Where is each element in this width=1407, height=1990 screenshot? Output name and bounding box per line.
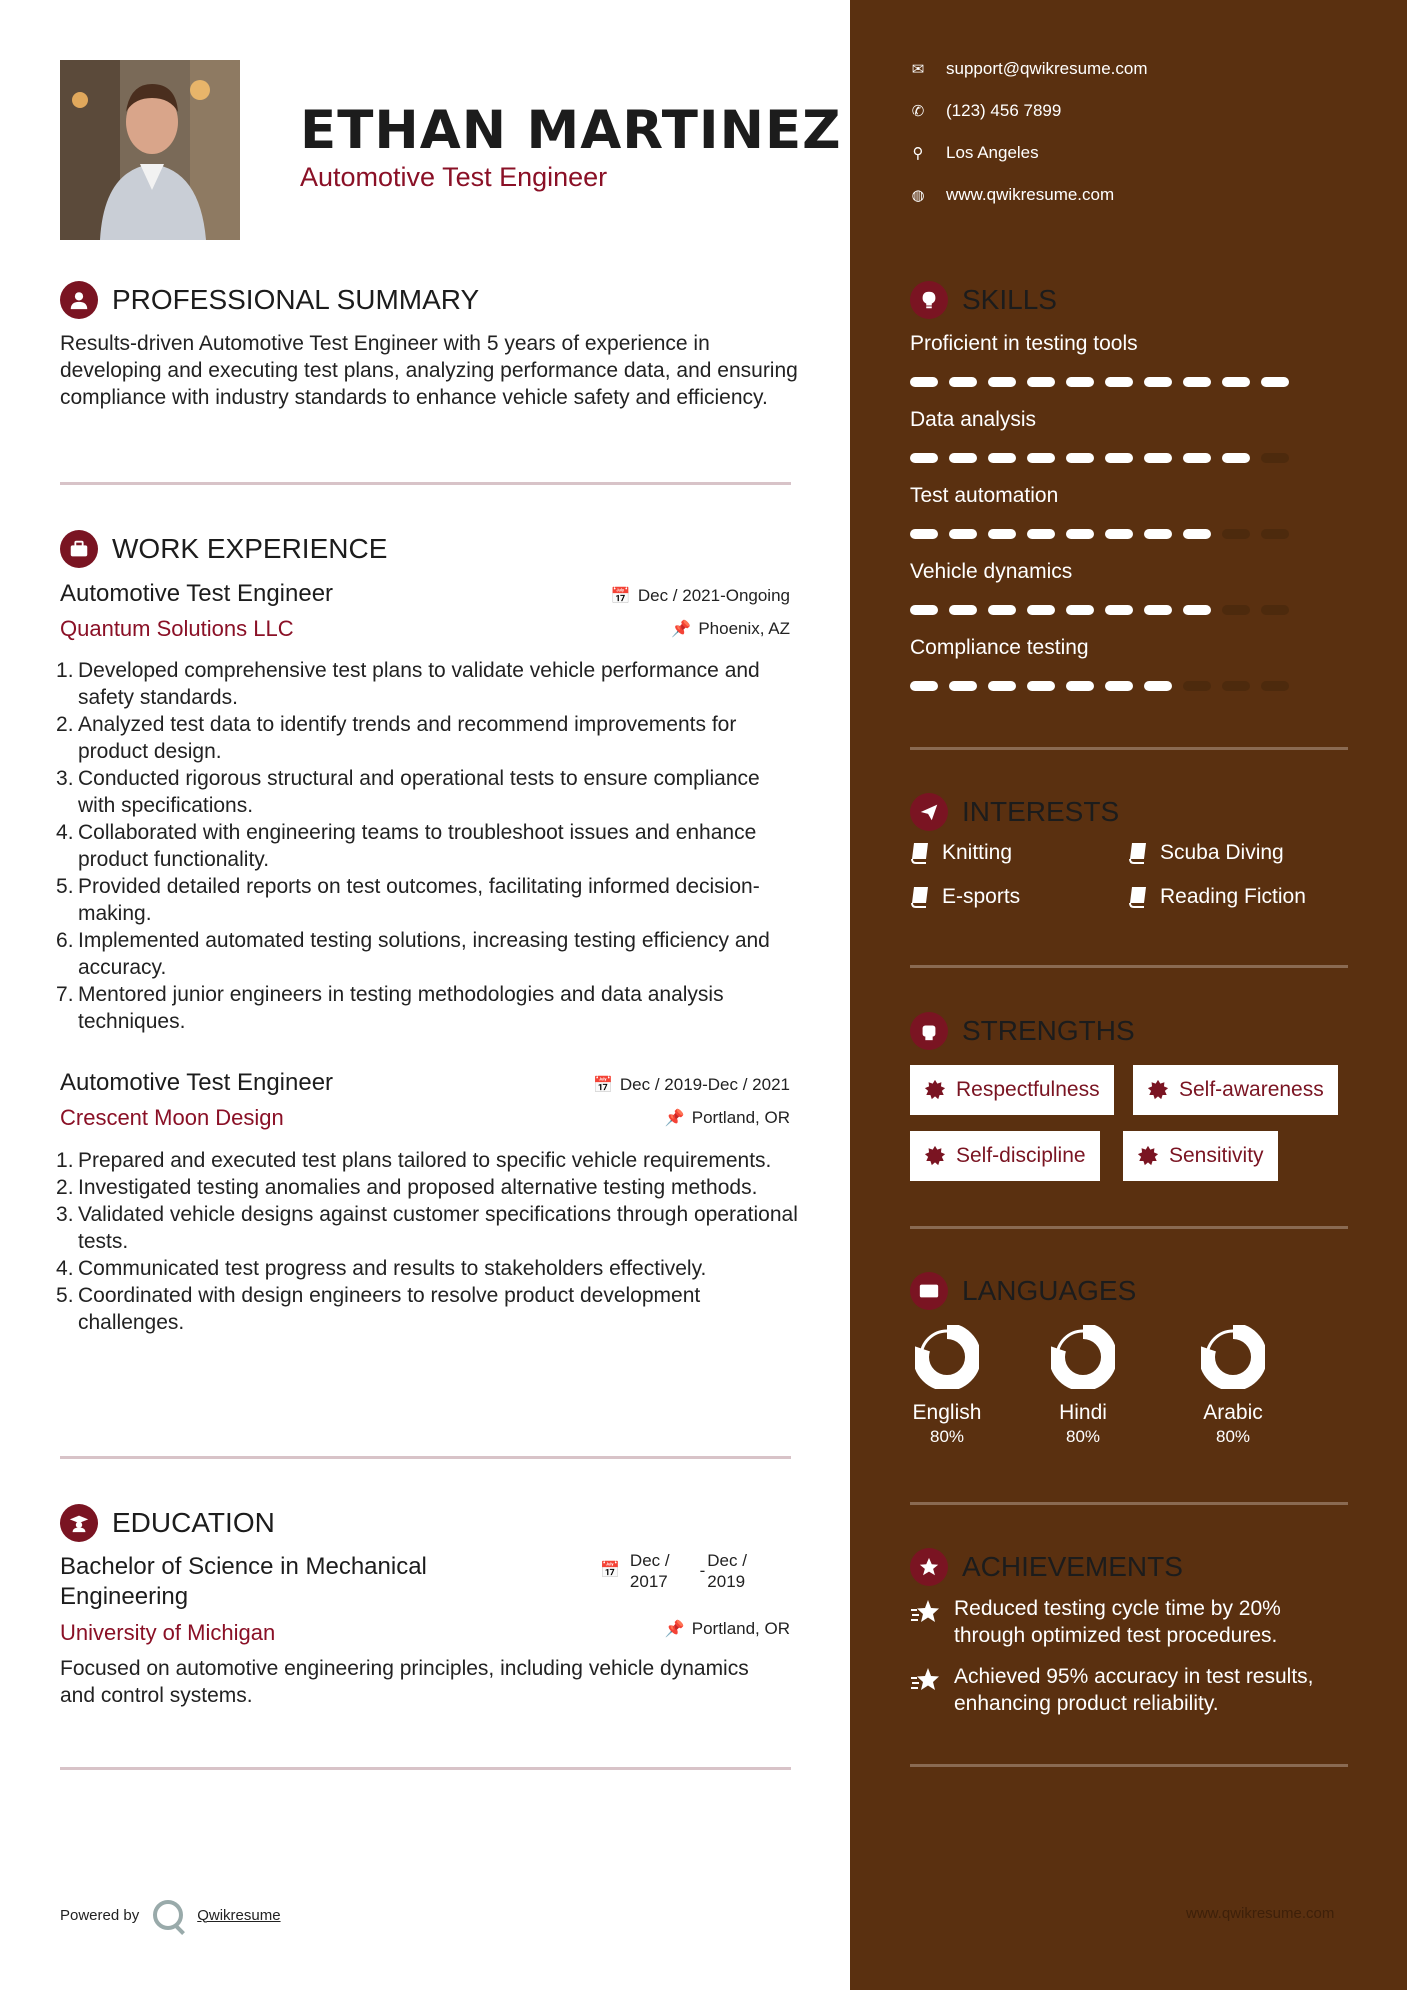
pin-icon: 📌 [664,1110,685,1127]
job-dates [611,586,790,606]
job-title: Automotive Test Engineer [60,1069,334,1096]
skill-level-segment [1183,681,1211,691]
summary-title: PROFESSIONAL SUMMARY [112,284,480,315]
location-text: Los Angeles [946,143,1039,162]
profile-photo-image [60,60,240,240]
skill-label: Proficient in testing tools [910,332,1138,355]
pin-icon: 📌 [671,621,692,638]
skill-level-segment [1066,453,1094,463]
skill-level-segment [1183,453,1211,463]
skill-level-segment [988,453,1016,463]
book-icon [1128,842,1148,864]
education-title: EDUCATION [112,1507,275,1538]
phone-text: (123) 456 7899 [946,101,1062,120]
footer [60,1900,281,1930]
skill-level-segment [949,377,977,387]
achievement-item [910,1663,1350,1717]
profile-photo [60,60,240,240]
education-dates [600,1550,747,1592]
start-month: Dec / [629,1551,670,1570]
phone-icon: ✆ [911,103,925,120]
skill-level-segment [1144,681,1172,691]
skill-level-segment [988,377,1016,387]
skill-level-segment [949,605,977,615]
interest-item [1128,841,1284,865]
skill-level-segment [910,453,938,463]
strength-label: Self-discipline [956,1144,1086,1167]
badge-icon [924,1079,946,1101]
skill-level-segment [1261,605,1289,615]
contact-phone[interactable] [910,101,1061,121]
skill-level-segment [988,681,1016,691]
achievements-heading [910,1548,1183,1586]
date-separator: - [699,1561,706,1580]
skill-level-segment [1105,681,1133,691]
badge-icon [1137,1145,1159,1167]
calendar-icon: 📅 [592,1077,613,1094]
list-item: Analyzed test data to identify trends and recommend improvements for product design. [78,713,737,763]
skill-level-segment [1066,529,1094,539]
interest-item [1128,885,1306,909]
skill-level-segment [1183,605,1211,615]
book-icon [1128,886,1148,908]
skill-level-segment [1222,453,1250,463]
translate-icon [910,1272,948,1310]
skills-heading [910,281,1057,319]
email-text: support@qwikresume.com [946,59,1148,78]
skill-label: Test automation [910,484,1059,507]
envelope-icon: ✉ [911,61,925,78]
graduate-icon [60,1504,98,1542]
star-icon [910,1548,948,1586]
divider [910,1502,1348,1505]
language-name: Hindi [1059,1401,1107,1424]
job-company: Crescent Moon Design [60,1105,284,1130]
skill-level-segment [1144,453,1172,463]
skill-level-segment [1066,377,1094,387]
strengths-title: STRENGTHS [962,1015,1135,1046]
divider [910,747,1348,750]
language-item [1023,1325,1143,1449]
skill-label: Vehicle dynamics [910,560,1073,583]
skill-level-segment [1222,377,1250,387]
skill-label: Data analysis [910,408,1037,431]
divider [60,1456,791,1459]
language-percent: 80% [929,1427,965,1446]
skill-level-segment [1105,453,1133,463]
list-item: Investigated testing anomalies and proposed alternative testing methods. [78,1176,758,1199]
fist-icon [910,1012,948,1050]
achievement-text: Achieved 95% accuracy in test results, enhancing product reliability. [954,1665,1314,1715]
interest-label: Reading Fiction [1160,885,1306,908]
skill-level-segment [1066,681,1094,691]
brand-link[interactable]: Qwikresume [197,1906,281,1924]
list-item: Provided detailed reports on test outcomes, facilitating informed decision-making. [78,875,760,925]
language-item [1173,1325,1293,1449]
contact-email[interactable] [910,59,1148,79]
skill-level-segment [1066,605,1094,615]
qwikresume-logo-icon [153,1900,183,1930]
job-dates-text: Dec / 2019-Dec / 2021 [619,1075,790,1094]
skill-level-bar [910,529,1289,539]
interest-label: Scuba Diving [1160,841,1284,864]
paper-plane-icon [910,793,948,831]
strength-tag [1133,1065,1338,1115]
calendar-icon: 📅 [610,588,631,605]
education-description: Focused on automotive engineering principles, including vehicle dynamics and control systems. [60,1657,749,1707]
interest-label: E-sports [942,885,1021,908]
skill-level-segment [1027,377,1055,387]
skill-level-segment [1027,605,1055,615]
badge-icon [1147,1079,1169,1101]
list-item: Coordinated with design engineers to resolve product development challenges. [78,1284,701,1334]
language-name: English [912,1401,982,1424]
skill-level-segment [1222,605,1250,615]
interests-heading [910,793,1119,831]
interest-item [910,885,1020,909]
skill-level-segment [1144,529,1172,539]
language-name: Arabic [1203,1401,1263,1424]
skill-level-segment [1261,681,1289,691]
candidate-name: ETHAN MARTINEZ [300,100,842,161]
skill-level-segment [988,529,1016,539]
skill-level-bar [910,377,1289,387]
job-location [671,619,790,639]
list-item: Implemented automated testing solutions, increasing testing efficiency and accuracy. [78,929,770,979]
divider [910,965,1348,968]
divider [910,1764,1348,1767]
strength-tag [910,1065,1114,1115]
skill-level-segment [1144,377,1172,387]
shooting-star-icon [910,1597,940,1627]
skills-title: SKILLS [962,284,1057,315]
languages-title: LANGUAGES [962,1275,1137,1306]
list-item: Developed comprehensive test plans to validate vehicle performance and safety standards. [78,659,760,709]
divider [910,1226,1348,1229]
list-item: Conducted rigorous structural and operational tests to ensure compliance with specifications. [78,767,760,817]
start-year: 2017 [629,1572,668,1591]
education-start [630,1550,670,1592]
education-location [665,1619,790,1639]
skill-level-segment [1105,529,1133,539]
work-heading [60,530,387,568]
language-ring [915,1325,979,1389]
summary-heading [60,281,479,319]
school: University of Michigan [60,1620,276,1645]
book-icon [910,842,930,864]
divider [60,1767,791,1770]
skill-level-bar [910,453,1289,463]
achievements-title: ACHIEVEMENTS [962,1551,1183,1582]
globe-icon: ◍ [911,187,925,204]
strength-label: Self-awareness [1179,1078,1324,1101]
job-responsibilities [60,1147,800,1336]
job-location [665,1108,790,1128]
skill-level-segment [1183,529,1211,539]
skill-level-segment [1027,453,1055,463]
education-location-text: Portland, OR [691,1619,790,1638]
job-location-text: Portland, OR [691,1108,790,1127]
achievement-text: Reduced testing cycle time by 20% through optimized test procedures. [954,1597,1281,1647]
briefcase-icon [60,530,98,568]
interest-item [910,841,1012,865]
interests-title: INTERESTS [962,796,1120,827]
list-item: Validated vehicle designs against customer specifications through operational tests. [78,1203,798,1253]
skill-level-segment [1222,529,1250,539]
degree: Bachelor of Science in Mechanical Engineering [60,1553,427,1610]
list-item: Prepared and executed test plans tailored to specific vehicle requirements. [78,1149,772,1172]
skill-level-segment [910,377,938,387]
job-dates-text: Dec / 2021-Ongoing [637,586,790,605]
skill-level-segment [1261,529,1289,539]
skill-level-segment [1222,681,1250,691]
work-title: WORK EXPERIENCE [112,533,388,564]
skill-level-segment [1105,605,1133,615]
list-item: Communicated test progress and results to stakeholders effectively. [78,1257,707,1280]
contact-location [910,143,1039,163]
language-percent: 80% [1215,1427,1251,1446]
end-month: Dec / [707,1551,747,1570]
skill-level-segment [1027,681,1055,691]
watermark: www.qwikresume.com [1186,1905,1335,1922]
skill-level-segment [1144,605,1172,615]
skill-level-segment [1261,453,1289,463]
skill-level-segment [988,605,1016,615]
skill-level-segment [949,529,977,539]
location-pin-icon: ⚲ [912,145,924,162]
divider [60,482,791,485]
interest-label: Knitting [942,841,1013,864]
strength-label: Respectfulness [956,1078,1100,1101]
skill-level-bar [910,605,1289,615]
skill-level-segment [1183,377,1211,387]
language-percent: 80% [1065,1427,1101,1446]
skill-level-segment [910,681,938,691]
list-item: Mentored junior engineers in testing methodologies and data analysis techniques. [78,983,724,1033]
calendar-icon: 📅 [600,1562,620,1579]
candidate-role: Automotive Test Engineer [300,162,608,192]
contact-website[interactable] [910,185,1114,205]
job-company: Quantum Solutions LLC [60,616,294,641]
job-dates [593,1075,790,1095]
powered-by-text: Powered by [60,1906,140,1924]
lightbulb-icon [910,281,948,319]
strengths-heading [910,1012,1135,1050]
badge-icon [924,1145,946,1167]
summary-text: Results-driven Automotive Test Engineer with 5 years of experience in developing and executing test plans, analyzing performance data, and ensuring compliance with industry standards to enhance vehicle safety and efficiency. [60,332,798,409]
skill-level-segment [1105,377,1133,387]
end-year: 2019 [707,1572,746,1591]
achievement-item [910,1595,1350,1649]
user-icon [60,281,98,319]
strength-tag [1123,1131,1278,1181]
job-responsibilities [60,657,800,1035]
skill-level-bar [910,681,1289,691]
list-item: Collaborated with engineering teams to troubleshoot issues and enhance product functionality. [78,821,757,871]
education-heading [60,1504,275,1542]
language-ring [1051,1325,1115,1389]
strength-tag [910,1131,1100,1181]
skill-level-segment [1027,529,1055,539]
skill-level-segment [910,529,938,539]
job-location-text: Phoenix, AZ [698,619,790,638]
languages-heading [910,1272,1136,1310]
pin-icon: 📌 [664,1621,685,1638]
strength-label: Sensitivity [1169,1144,1264,1167]
book-icon [910,886,930,908]
skill-level-segment [910,605,938,615]
education-end [707,1550,747,1592]
language-item [887,1325,1007,1449]
skill-level-segment [949,681,977,691]
skill-level-segment [1261,377,1289,387]
shooting-star-icon [910,1665,940,1695]
website-text: www.qwikresume.com [946,185,1115,204]
skill-level-segment [949,453,977,463]
skill-label: Compliance testing [910,636,1089,659]
job-title: Automotive Test Engineer [60,580,334,607]
language-ring [1201,1325,1265,1389]
